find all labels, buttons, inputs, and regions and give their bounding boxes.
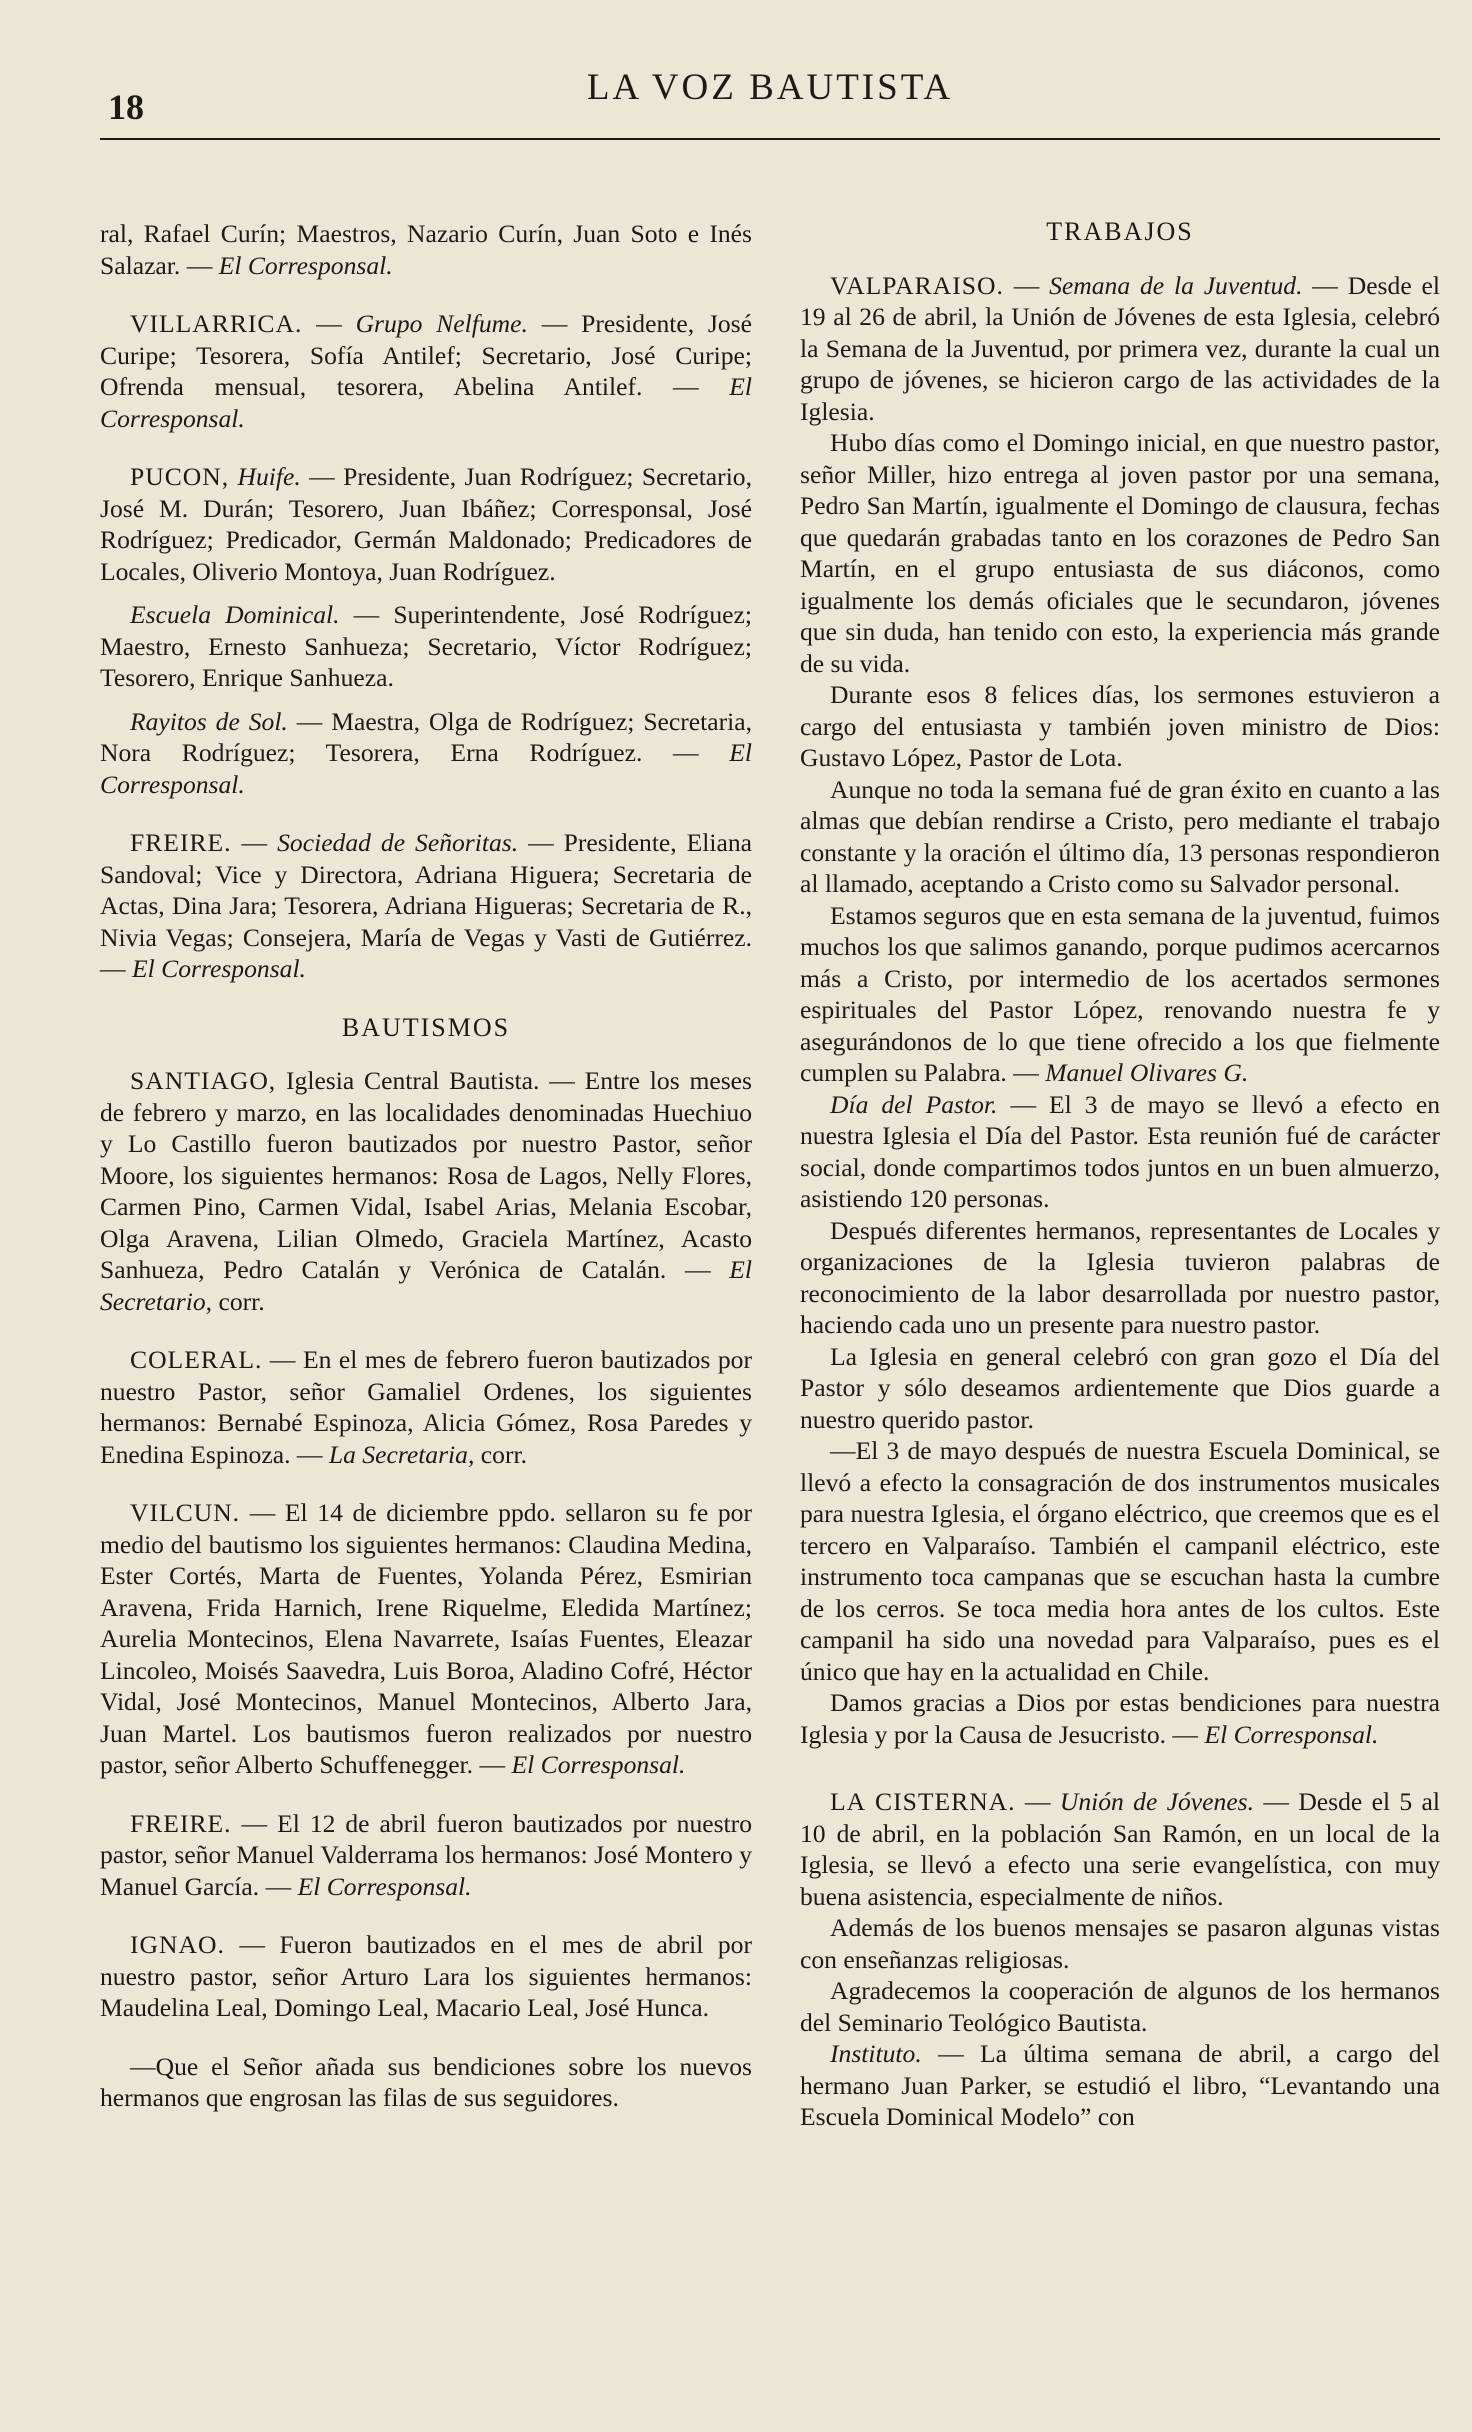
article-freire-1: FREIRE. — Sociedad de Señoritas. — Presidente, Eliana Sandoval; Vice y Directora, Adriana Higuera; Secretaria de Actas, Dina Jara; Tesorera, Adriana Higueras; Secretaria de R., Nivia Vegas; Consejera, María de Vegas y Vasti de Gutiérrez. — El Corresponsal. xyxy=(100,828,753,983)
page-number: 18 xyxy=(108,87,144,127)
section-heading-trabajos: TRABAJOS xyxy=(1046,217,1194,246)
group-name: Instituto. xyxy=(830,2039,922,2068)
signature: El Corresponsal. xyxy=(132,954,306,983)
article-text: — En el mes de febrero fueron bautizados por nuestro Pastor, señor Gamaliel Ordenes, los siguientes hermanos: Bernabé Espinoza, Alicia Gómez, Rosa Paredes y Enedina Espinoza. — xyxy=(100,1345,752,1469)
paragraph-instituto xyxy=(800,2038,1440,2133)
paragraph: Agradecemos la cooperación de algunos de los hermanos del Seminario Teológico Bautista. xyxy=(800,1976,1440,2037)
article-pucon-rayitos: Rayitos de Sol. — Maestra, Olga de Rodríguez; Secretaria, Nora Rodríguez; Tesorera, Erna Rodríguez. — El Corresponsal. xyxy=(100,706,753,799)
article-valparaiso: VALPARAISO. — Semana de la Juventud. — Desde el 19 al 26 de abril, la Unión de Jóvenes de esta Iglesia, celebró la Semana de la Juventud, por primera vez, durante la cual un grupo de jóvenes, se hicieron cargo de las actividades de la Iglesia. xyxy=(800,270,1440,426)
article-text: — La última semana de abril, a cargo del hermano Juan Parker, se estudió el libro, “Levantando una Escuela Dominical Modelo” con xyxy=(800,2039,1440,2131)
signature: Manuel Olivares G. xyxy=(1045,1058,1249,1087)
article-text: Damos gracias a Dios por estas bendiciones para nuestra Iglesia y por la Causa de Jesucristo. — xyxy=(800,1688,1440,1749)
article-text: — El 14 de diciembre ppdo. sellaron su fe por medio del bautismo los siguientes hermanos: Claudina Medina, Ester Cortés, Marta de Fuentes, Yolanda Pérez, Esmirian Aravena, Frida Harnich, Irene Riquelme, Eledida Martínez; Aurelia Montecinos, Elena Navarrete, Isaías Fuentes, Eleazar Lincoleo, Moisés Saavedra, Luis Boroa, Aladino Cofré, Héctor Vidal, José Montecinos, Manuel Montecinos, Alberto Jara, Juan Martel. Los bautismos fueron realizados por nuestro pastor, señor Alberto Schuffenegger. — xyxy=(100,1498,752,1779)
publication-title: LA VOZ BAUTISTA xyxy=(586,67,954,108)
article-vilcun xyxy=(100,1497,752,1781)
signature: El Corresponsal. xyxy=(511,1750,686,1779)
place-name: VILCUN. xyxy=(130,1498,241,1527)
article-villarrica: VILLARRICA. — Grupo Nelfume. — Presidente, José Curipe; Tesorera, Sofía Antilef; Secretario, José Curipe; Ofrenda mensual, tesorera, Abelina Antilef. — El Corresponsal. xyxy=(100,309,752,433)
left-column xyxy=(100,218,752,2114)
right-column xyxy=(800,210,1440,2133)
signature-suffix: corr. xyxy=(480,1439,527,1469)
article-pucon: PUCON, Huife. — Presidente, Juan Rodríguez; Secretario, José M. Durán; Tesorero, Juan Ibáñez; Corresponsal, José Rodríguez; Predicador, Germán Maldonado; Predicadores de Locales, Oliverio Montoya, Juan Rodríguez. xyxy=(100,462,753,586)
paragraph: Durante esos 8 felices días, los sermones estuvieron a cargo del entusiasta y también joven ministro de Dios: Gustavo López, Pastor de Lota. xyxy=(800,680,1440,772)
article-ignao xyxy=(100,1929,752,2024)
paragraph: Hubo días como el Domingo inicial, en que nuestro pastor, señor Miller, hizo entrega al joven pastor por una semana, Pedro San Martín, igualmente el Domingo de clausura, fechas que quedarán grabadas tanto en los corazones de Pedro San Martín, en el grupo entusiasta de sus diáconos, como igualmente los demás oficiales que le secundaron, jóvenes que sin duda, han tenido con esto, la experiencia más grande de su vida. xyxy=(800,428,1440,678)
place-name: FREIRE. xyxy=(130,1808,232,1838)
article-pucon-escuela: Escuela Dominical. — Superintendente, José Rodríguez; Maestro, Ernesto Sanhueza; Secretario, Víctor Rodríguez; Tesorero, Enrique Sanhueza. xyxy=(100,600,753,692)
group-name: Unión de Jóvenes. xyxy=(1059,1787,1255,1816)
article-text: Maestra, Olga de Rodríguez; Secretaria, Nora Rodríguez; Tesorera, Erna Rodríguez. — xyxy=(100,706,753,767)
paragraph-dia-del-pastor xyxy=(800,1089,1440,1215)
article-text: — El 12 de abril fueron bautizados por nuestro pastor, señor Manuel Valderrama los hermanos: José Montero y Manuel García. — xyxy=(100,1808,752,1901)
paragraph: Después diferentes hermanos, representantes de Locales y organizaciones de la Iglesia tuvieron palabras de reconocimiento de la labor desarrollada por nuestro pastor, haciendo cada uno un presente para nuestro pastor. xyxy=(800,1215,1440,1339)
article-text: Presidente, Juan Rodríguez; Secretario, José M. Durán; Tesorero, Juan Ibáñez; Corresponsal, José Rodríguez; Predicador, Germán Maldonado; Predicadores de Locales, Oliverio Montoya, Juan Rodríguez. xyxy=(100,462,753,586)
article-text: Superintendente, José Rodríguez; Maestro, Ernesto Sanhueza; Secretario, Víctor Rodríguez; Tesorero, Enrique Sanhueza. xyxy=(100,600,753,692)
paragraph: —El 3 de mayo después de nuestra Escuela Dominical, se llevó a efecto la consagración de dos instrumentos musicales para nuestra Iglesia, el órgano eléctrico, que creemos que es el tercero en Valparaíso. También el campanil eléctrico, este instrumento toca campanas que se escuchan hasta la cumbre de los cerros. Se toca media hora antes de los cultos. Este campanil ha sido una novedad para Valparaíso, pues es el único que hay en la actualidad en Chile. xyxy=(800,1436,1440,1686)
article-text: Desde el 19 al 26 de abril, la Unión de Jóvenes de esta Iglesia, celebró la Semana de la Juventud, por primera vez, durante la cual un grupo de jóvenes, se hicieron cargo de las actividades de la Iglesia. xyxy=(800,270,1440,426)
page-header xyxy=(100,58,1440,138)
signature: El Corresponsal. xyxy=(1204,1719,1379,1749)
signature-suffix: corr. xyxy=(218,1286,265,1316)
article-text: Estamos seguros que en esta semana de la juventud, fuimos muchos los que salimos ganando, porque pudimos acercarnos más a Cristo, por intermedio de los acertados sermones espirituales del Pastor López, renovando nuestra fe y asegurándonos de lo que tiene ofrecido a los que fielmente cumplen su Palabra. — xyxy=(800,900,1440,1087)
signature: El Corresponsal. xyxy=(297,1871,472,1901)
group-name: Grupo Nelfume. xyxy=(355,309,528,338)
place-name: FREIRE. xyxy=(130,828,232,857)
place-name: PUCON, xyxy=(130,462,230,491)
article-text: — El 3 de mayo se llevó a efecto en nuestra Iglesia el Día del Pastor. Esta reunión fué de carácter social, donde compartimos todos juntos en un buen almuerzo, asistiendo 120 personas. xyxy=(800,1089,1440,1213)
place-name: COLERAL. xyxy=(130,1345,263,1374)
paragraph xyxy=(800,1687,1440,1750)
place-name: SANTIAGO, xyxy=(130,1066,277,1095)
section-heading-bautismos: BAUTISMOS xyxy=(341,1012,511,1042)
closing-paragraph: —Que el Señor añada sus bendiciones sobre los nuevos hermanos que engrosan las filas de sus seguidores. xyxy=(100,2051,752,2112)
group-name: Semana de la Juventud. xyxy=(1049,270,1303,300)
signature: La Secretaria, xyxy=(328,1439,475,1469)
group-name: Escuela Dominical. xyxy=(130,600,340,629)
signature: El Secretario, xyxy=(100,1255,753,1316)
paragraph xyxy=(800,900,1440,1089)
article-text: — Desde el 5 al 10 de abril, en la población San Ramón, en un local de la Iglesia, se llevó a efecto una serie evangelística, con muy buena asistencia, especialmente de niños. xyxy=(800,1787,1441,1911)
article-freire-2 xyxy=(100,1808,752,1903)
group-name: Día del Pastor. xyxy=(830,1089,998,1119)
signature: El Corresponsal. xyxy=(218,250,393,280)
group-name: Huife. xyxy=(237,462,301,491)
article-coleral xyxy=(100,1344,752,1470)
article-santiago xyxy=(100,1065,752,1317)
signature: El Corresponsal. xyxy=(100,372,752,433)
header-divider xyxy=(100,138,1440,140)
place-name: VALPARAISO. xyxy=(830,270,1004,300)
article-text: Presidente, José Curipe; Tesorera, Sofía Antilef; Secretario, José Curipe; Ofrenda mensual, tesorera, Abelina Antilef. — xyxy=(100,309,752,401)
article-text: — Fueron bautizados en el mes de abril por nuestro pastor, señor Arturo Lara los siguientes hermanos: Maudelina Leal, Domingo Leal, Macario Leal, José Hunca. xyxy=(100,1930,752,2022)
signature: El Corresponsal. xyxy=(100,738,752,799)
article-continuation xyxy=(100,218,752,281)
paragraph: Además de los buenos mensajes se pasaron algunas vistas con enseñanzas religiosas. xyxy=(800,1913,1440,1974)
group-name: Rayitos de Sol. xyxy=(130,706,288,736)
article-text: Presidente, Eliana Sandoval; Vice y Directora, Adriana Higuera; Secretaria de Actas, Dina Jara; Tesorera, Adriana Higueras; Secretaria de R., Nivia Vegas; Consejera, María de Vegas y Vasti de Gutiérrez. — xyxy=(100,828,753,983)
article-text: Iglesia Central Bautista. — Entre los meses de febrero y marzo, en las localidades denominadas Huechiuo y Lo Castillo fueron bautizados por nuestro Pastor, señor Moore, los siguientes hermanos: Rosa de Lagos, Nelly Flores, Carmen Pino, Carmen Vidal, Isabel Arias, Melania Escobar, Olga Aravena, Lilian Olmedo, Graciela Martínez, Acasto Sanhueza, Pedro Catalán y Verónica de Catalán. — xyxy=(100,1066,752,1284)
place-name: LA CISTERNA. xyxy=(830,1787,1016,1816)
place-name: IGNAO. xyxy=(130,1930,225,1959)
article-text: ral, Rafael Curín; Maestros, Nazario Curín, Juan Soto e Inés Salazar. — xyxy=(100,219,752,280)
group-name: Sociedad de Señoritas. xyxy=(277,828,519,857)
place-name: VILLARRICA. xyxy=(130,309,303,338)
article-la-cisterna: LA CISTERNA. — Unión de Jóvenes. — Desde el 5 al 10 de abril, en la población San Ramón, en un local de la Iglesia, se llevó a efecto una serie evangelística, con muy buena asistencia, especialmente de niños. xyxy=(800,1787,1441,1911)
paragraph: La Iglesia en general celebró con gran gozo el Día del Pastor y sólo deseamos ardientemente que Dios guarde a nuestro querido pastor. xyxy=(800,1341,1440,1434)
paragraph: Aunque no toda la semana fué de gran éxito en cuanto a las almas que debían rendirse a Cristo, pero mediante el trabajo constante y la oración el último día, 13 personas respondieron al llamado, aceptando a Cristo como su Salvador personal. xyxy=(800,774,1440,898)
